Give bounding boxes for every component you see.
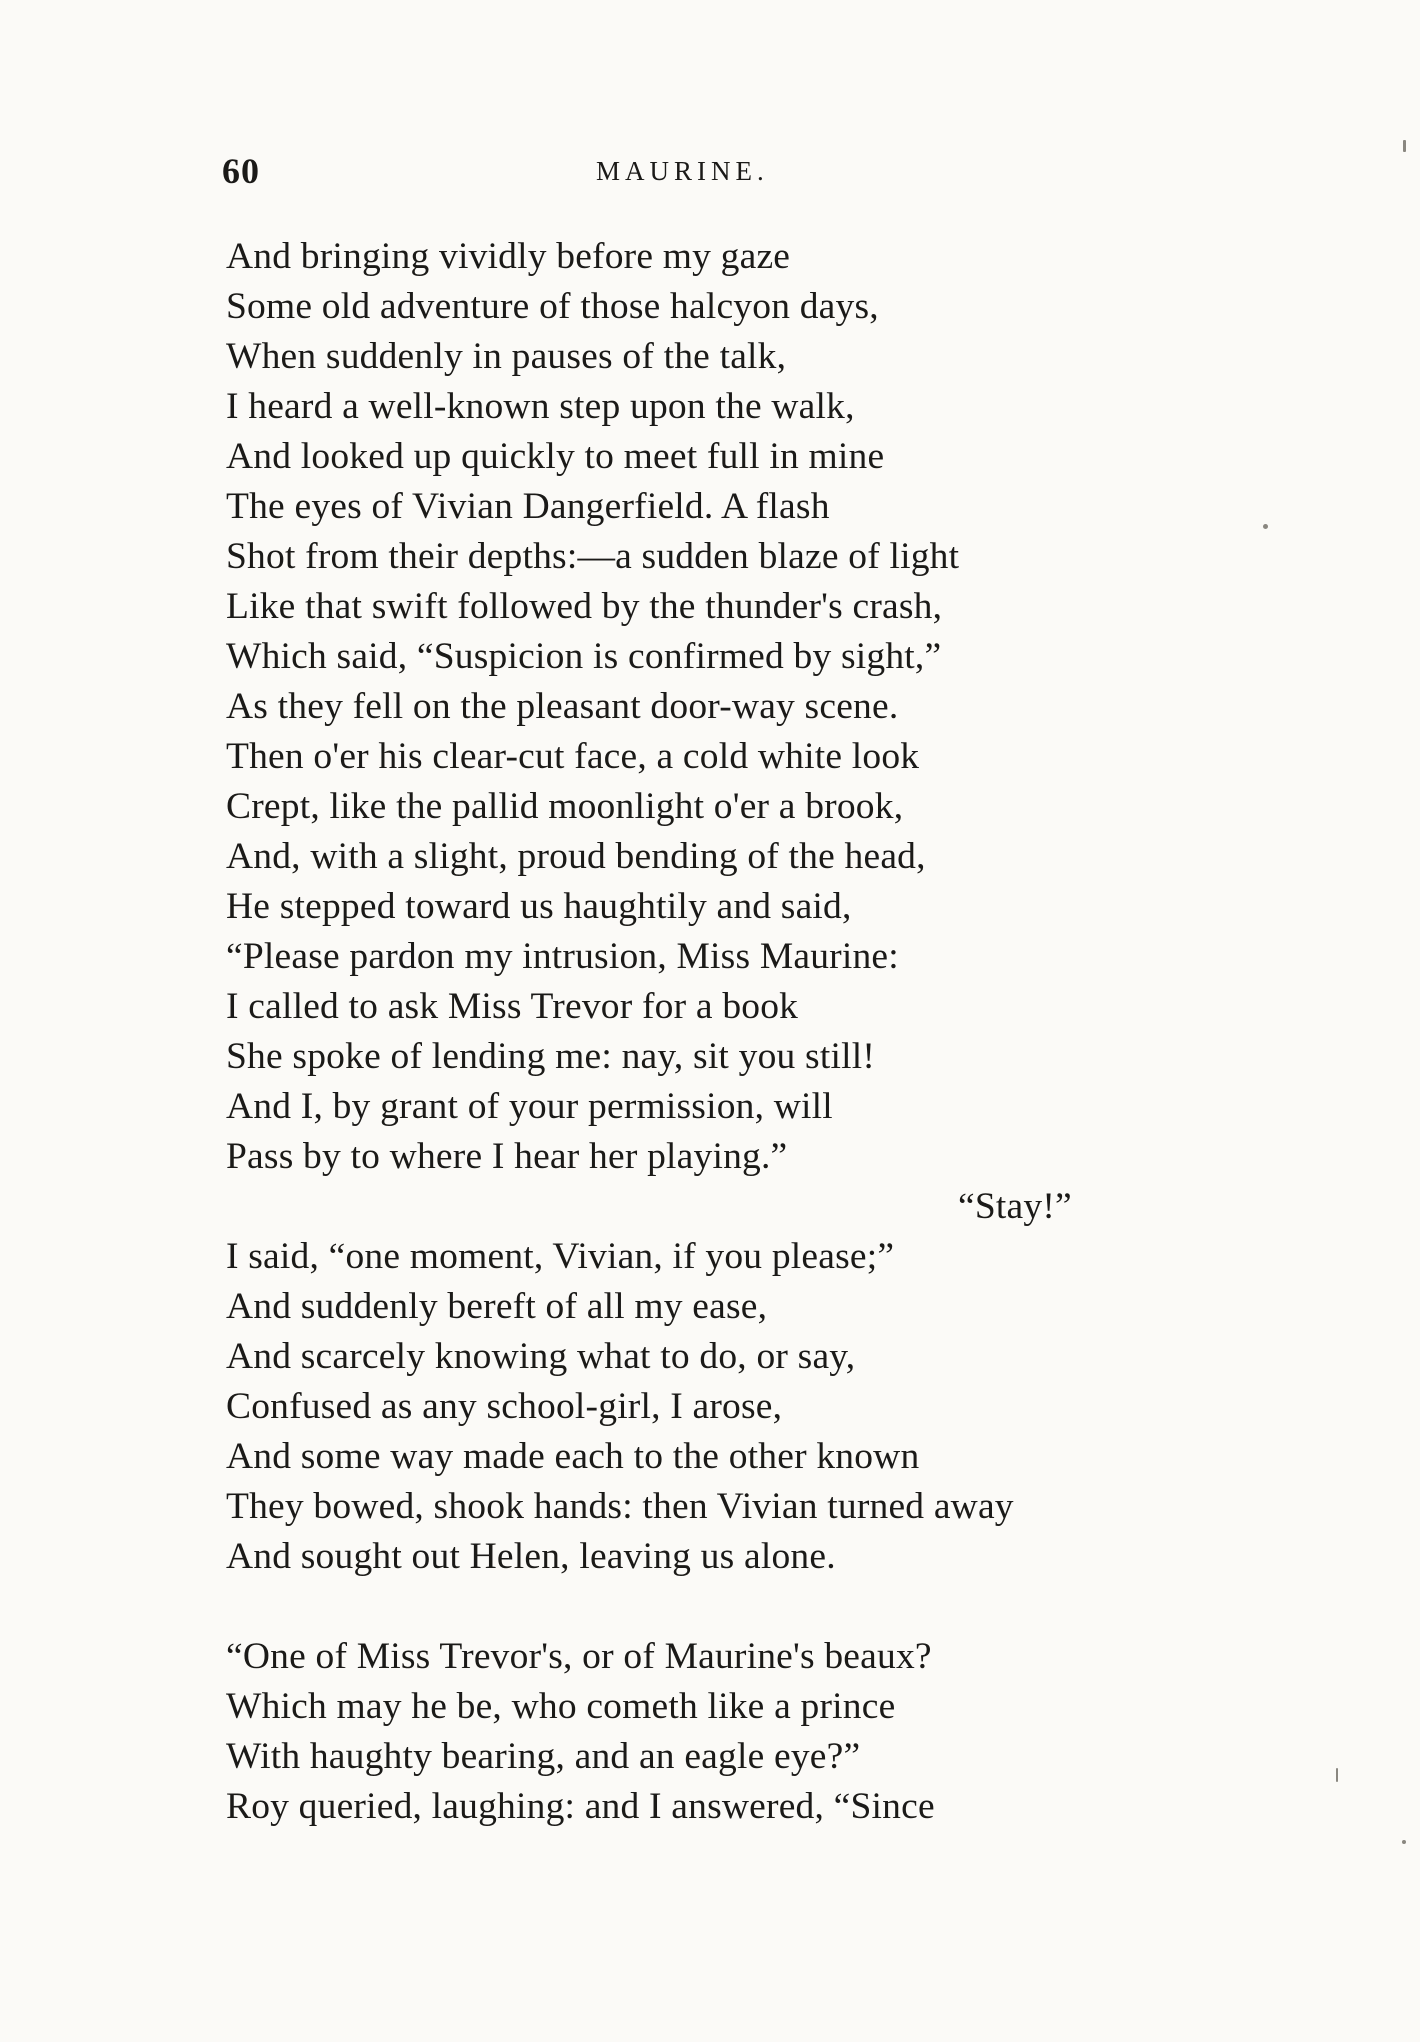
poem-line-stay: “Stay!” xyxy=(958,1186,1072,1227)
poem-line: Roy queried, laughing: and I answered, “Since xyxy=(226,1786,935,1827)
scan-speck xyxy=(1263,524,1268,529)
poem-line: With haughty bearing, and an eagle eye?” xyxy=(226,1736,861,1777)
poem-line: Shot from their depths:—a sudden blaze of light xyxy=(226,536,960,577)
page-header xyxy=(222,150,1122,210)
poem-line: He stepped toward us haughtily and said, xyxy=(226,886,852,927)
poem-line: They bowed, shook hands: then Vivian turned away xyxy=(226,1486,1014,1527)
poem-line: And some way made each to the other known xyxy=(226,1436,920,1477)
poem-line: And I, by grant of your permission, will xyxy=(226,1086,833,1127)
poem-line: And scarcely knowing what to do, or say, xyxy=(226,1336,856,1377)
scan-speck xyxy=(1336,1768,1338,1782)
poem-line: And looked up quickly to meet full in mine xyxy=(226,436,885,477)
scan-speck xyxy=(1403,140,1406,152)
poem-line: I called to ask Miss Trevor for a book xyxy=(226,986,799,1027)
poem-line: I said, “one moment, Vivian, if you please;” xyxy=(226,1236,895,1277)
scan-speck xyxy=(1402,1840,1406,1844)
poem-line: Like that swift followed by the thunder's crash, xyxy=(226,586,943,627)
poem-text xyxy=(226,232,1226,1832)
running-title: MAURINE. xyxy=(596,156,769,186)
poem-line: Confused as any school-girl, I arose, xyxy=(226,1386,783,1427)
poem-line: She spoke of lending me: nay, sit you still! xyxy=(226,1036,876,1077)
stanza-2 xyxy=(226,1632,1226,1832)
stanza-1 xyxy=(226,232,1226,1582)
poem-line: The eyes of Vivian Dangerfield. A flash xyxy=(226,486,830,527)
poem-line: And suddenly bereft of all my ease, xyxy=(226,1286,768,1327)
poem-line: When suddenly in pauses of the talk, xyxy=(226,336,787,377)
poem-line: As they fell on the pleasant door-way scene. xyxy=(226,686,899,727)
poem-line: Pass by to where I hear her playing.” xyxy=(226,1136,788,1177)
poem-line: And sought out Helen, leaving us alone. xyxy=(226,1536,836,1577)
poem-line: Which said, “Suspicion is confirmed by sight,” xyxy=(226,636,942,677)
poem-line: Then o'er his clear-cut face, a cold white look xyxy=(226,736,920,777)
page-number: 60 xyxy=(222,151,260,191)
poem-line: Some old adventure of those halcyon days, xyxy=(226,286,879,327)
poem-line: “Please pardon my intrusion, Miss Maurine: xyxy=(226,936,899,977)
poem-line: Which may he be, who cometh like a prince xyxy=(226,1686,896,1727)
poem-line: And, with a slight, proud bending of the head, xyxy=(226,836,926,877)
poem-line: “One of Miss Trevor's, or of Maurine's beaux? xyxy=(226,1636,932,1677)
poem-line: And bringing vividly before my gaze xyxy=(226,236,791,277)
poem-line: Crept, like the pallid moonlight o'er a brook, xyxy=(226,786,904,827)
poem-line: I heard a well-known step upon the walk, xyxy=(226,386,855,427)
